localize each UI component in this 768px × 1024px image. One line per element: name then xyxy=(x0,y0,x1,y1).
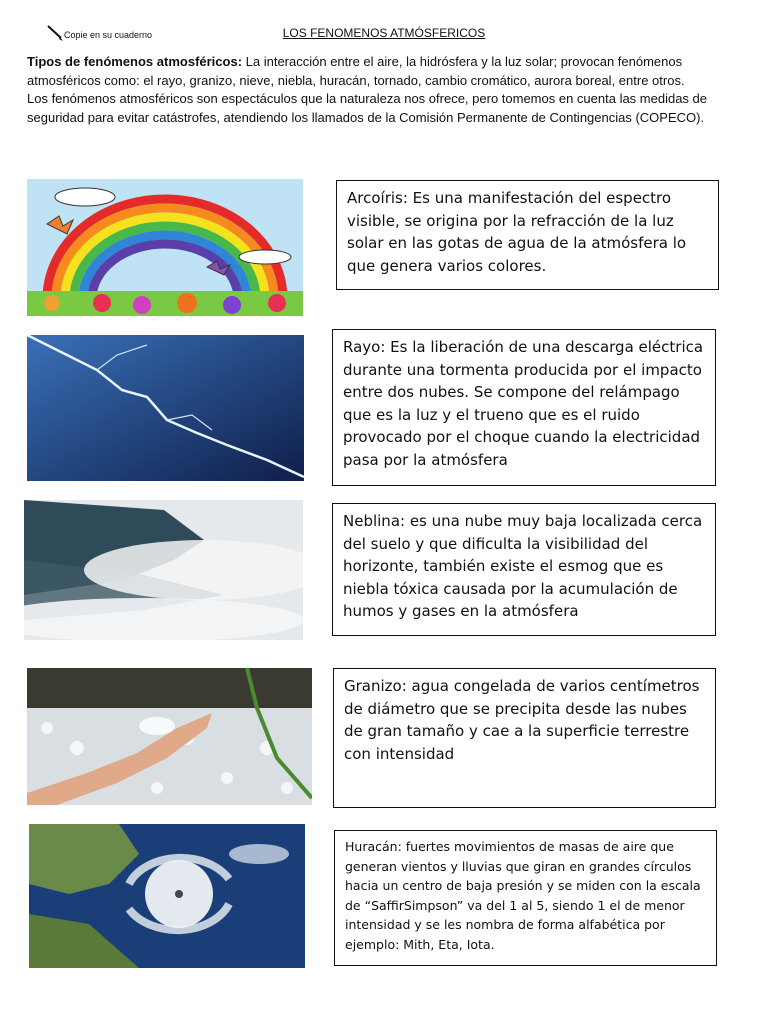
lightning-description-box: Rayo: Es la liberación de una descarga eléctrica durante una tormenta producida por el impacto entre dos nubes. Se compone del relámpago que es la luz y el trueno que es el ruido provocado por el choque cuando la electricidad pasa por la atmósfera xyxy=(332,329,716,486)
hail-image xyxy=(27,668,312,805)
rainbow-description-box: Arcoíris: Es una manifestación del espectro visible, se origina por la refracción de la luz solar en las gotas de agua de la atmósfera lo que genera varios colores. xyxy=(336,180,719,290)
page-title: LOS FENOMENOS ATMÓSFERICOS xyxy=(282,26,486,40)
intro-paragraph xyxy=(27,53,739,127)
intro-label: Tipos de fenómenos atmosféricos: xyxy=(27,54,243,69)
fog-description-box: Neblina: es una nube muy baja localizada cerca del suelo y que dificulta la visibilidad del horizonte, también existe el esmog que es niebla tóxica causada por la acumulación de humos y gases en la atmósfera xyxy=(332,503,716,636)
intro-text-1: La interacción entre el aire, la hidrósfera y la luz solar; provocan fenómenos atmosféricos como: el rayo, granizo, nieve, niebla, huracán, tornado, cambio cromático, aurora boreal, entre otros. xyxy=(27,54,685,88)
rainbow-image xyxy=(27,179,303,316)
lightning-image xyxy=(27,335,304,481)
hurricane-description-box: Huracán: fuertes movimientos de masas de aire que generan vientos y lluvias que giran en grandes círculos hacia un centro de baja presión y se miden con la escala de “SaffirSimpson” va del 1 al 5, siendo 1 el de menor intensidad y se les nombra de forma alfabética por ejemplo: Mith, Eta, Iota. xyxy=(334,830,717,966)
hail-description-box: Granizo: agua congelada de varios centímetros de diámetro que se precipita desde las nubes de gran tamaño y cae a la superficie terrestre con intensidad xyxy=(333,668,716,808)
intro-text-2: Los fenómenos atmosféricos son espectáculos que la naturaleza nos ofrece, pero tomemos en cuenta las medidas de seguridad para evitar catástrofes, atendiendo los llamados de la Comisión Permanente de Contingencias (COPECO). xyxy=(27,91,708,125)
hurricane-image xyxy=(29,824,305,968)
copy-note-text: Copie en su cuaderno xyxy=(64,30,153,40)
fog-image xyxy=(24,500,303,640)
